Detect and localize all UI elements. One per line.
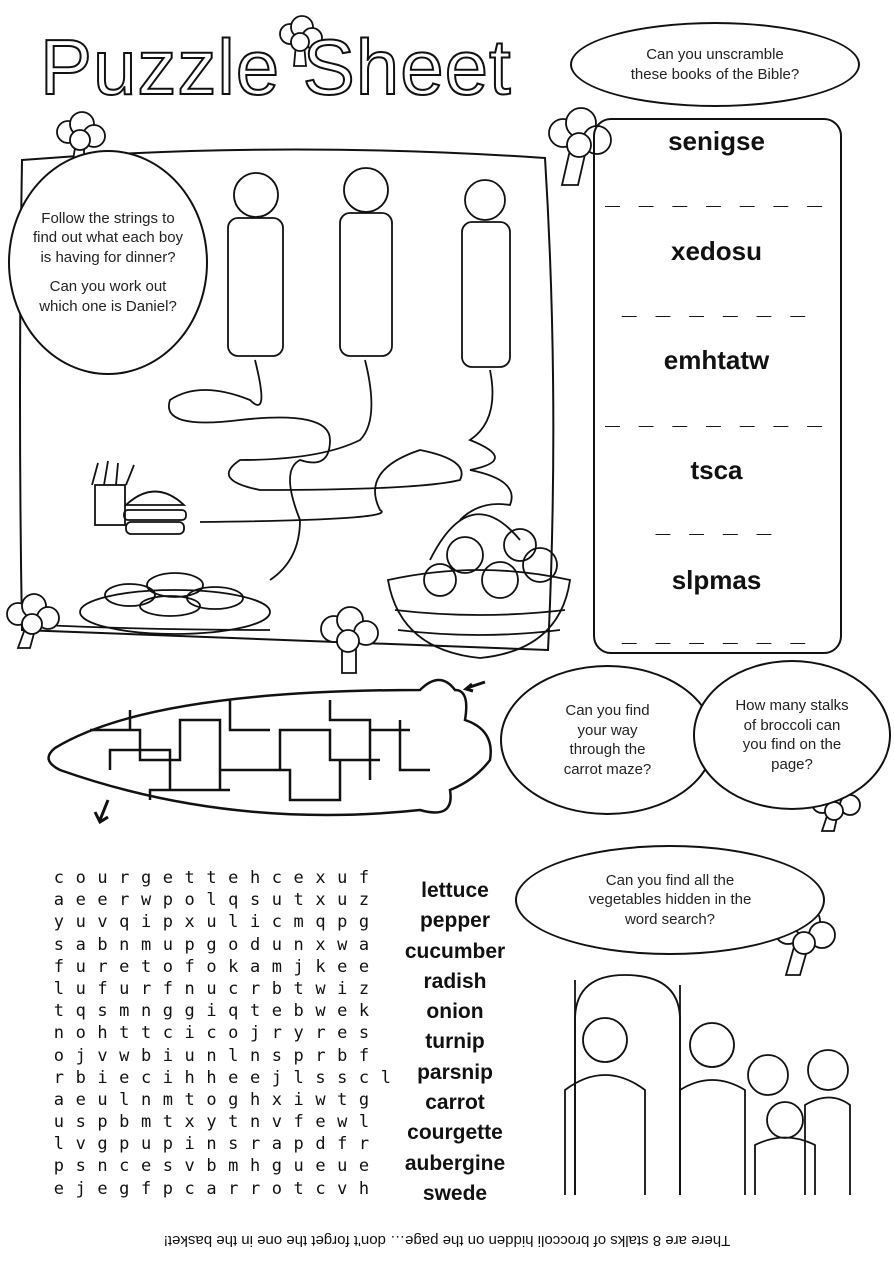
grid-letter[interactable]: b [119,1112,130,1133]
grid-letter[interactable]: y [206,1112,217,1133]
grid-letter[interactable]: s [358,1023,370,1044]
grid-letter[interactable]: k [358,1001,370,1022]
grid-letter[interactable]: u [206,978,217,999]
grid-row [48,935,397,957]
grid-letter[interactable]: r [249,1178,261,1199]
grid-letter[interactable]: e [53,1178,65,1199]
grid-letter[interactable]: u [271,890,282,911]
scrambled-word: tsca [690,455,743,485]
page-title: Puzzle Sheet [40,23,512,111]
grid-letter[interactable]: w [315,1089,326,1110]
grid-letter[interactable]: u [293,1156,304,1177]
grid-letter[interactable]: n [140,1089,152,1110]
grid-letter[interactable]: e [293,868,304,888]
grid-letter[interactable]: a [75,934,86,955]
grid-letter[interactable]: i [184,1134,195,1155]
grid-letter[interactable]: f [97,978,108,999]
grid-letter[interactable]: g [97,1134,108,1155]
grid-row [48,957,397,979]
grid-letter[interactable]: e [162,868,173,888]
maze-start-arrow-icon [466,682,485,691]
grid-letter[interactable]: u [97,1089,108,1110]
fruit-basket-icon [388,514,570,658]
grid-letter[interactable]: p [97,1112,108,1133]
grid-letter[interactable]: u [75,978,86,999]
grid-letter[interactable]: s [315,1067,326,1088]
grid-letter[interactable]: y [293,1023,304,1044]
grid-letter[interactable]: c [53,868,65,888]
grid-letter[interactable]: s [337,1067,348,1088]
answer-blank[interactable]: _ _ _ _ _ _ [622,290,811,320]
cloud-unscramble [570,22,860,107]
grid-letter[interactable]: v [184,1156,195,1177]
grid-letter[interactable]: e [228,1067,239,1088]
grid-letter[interactable]: g [358,912,370,933]
word-item: pepper [419,909,490,933]
word-item: carrot [425,1091,485,1115]
cookie-plate-icon [80,573,270,634]
grid-letter[interactable]: f [184,956,195,977]
grid-letter[interactable]: q [228,890,239,911]
grid-letter[interactable]: u [75,912,86,933]
grid-letter[interactable]: v [337,1178,348,1199]
grid-letter[interactable]: s [162,1156,173,1177]
grid-letter[interactable]: p [293,1134,304,1155]
grid-letter[interactable]: j [75,1045,86,1066]
cloud-broccoli [693,660,891,810]
grid-letter[interactable]: l [228,1045,239,1066]
grid-letter[interactable]: i [293,1089,304,1110]
grid-letter[interactable]: f [140,1178,152,1199]
grid-letter[interactable]: o [206,956,217,977]
word-search-grid[interactable] [48,868,397,1201]
grid-letter[interactable]: g [162,1001,173,1022]
cloud-text: How many stalks of broccoli can you find on the page? [735,697,849,773]
answer-blank[interactable]: _ _ _ _ _ _ _ [605,180,828,210]
daniel-scene-illustration [565,975,850,1195]
grid-letter[interactable]: t [184,868,195,888]
grid-row [48,1134,397,1156]
grid-letter[interactable]: g [184,1001,195,1022]
grid-letter[interactable]: t [228,1112,239,1133]
grid-letter[interactable]: r [358,1134,370,1155]
word-item: turnip [425,1030,485,1054]
maze-end-arrow-icon [95,800,108,822]
grid-letter[interactable]: a [249,956,261,977]
grid-letter[interactable]: h [358,1178,370,1199]
word-item: swede [422,1181,488,1205]
grid-letter[interactable]: e [119,956,130,977]
grid-letter[interactable]: f [53,956,65,977]
grid-letter[interactable]: p [162,890,173,911]
grid-letter[interactable]: m [140,1112,152,1133]
grid-letter[interactable]: t [206,868,217,888]
grid-row [48,1001,397,1023]
grid-letter[interactable]: l [119,1089,130,1110]
grid-letter[interactable]: p [337,912,348,933]
grid-letter[interactable]: b [140,1045,152,1066]
cloud-maze [500,665,715,815]
grid-letter[interactable]: p [162,912,173,933]
grid-letter[interactable]: s [249,890,261,911]
grid-letter[interactable]: t [337,1089,348,1110]
grid-letter[interactable]: y [53,912,65,933]
grid-letter[interactable]: j [249,1023,261,1044]
grid-letter[interactable]: t [293,890,304,911]
grid-letter[interactable]: u [337,868,348,888]
grid-letter[interactable]: c [271,868,282,888]
grid-letter[interactable]: c [358,1067,370,1088]
grid-letter[interactable]: w [337,934,348,955]
cloud-text: Follow the strings to find out what each boy is having for dinner? [32,209,184,266]
grid-letter[interactable]: g [206,934,217,955]
grid-letter[interactable]: o [53,1045,65,1066]
grid-letter[interactable]: n [249,1112,261,1133]
grid-letter[interactable]: f [358,1045,370,1066]
grid-letter[interactable]: h [97,1023,108,1044]
grid-letter[interactable]: i [140,912,152,933]
grid-letter[interactable]: j [293,956,304,977]
grid-letter[interactable]: h [184,1067,195,1088]
grid-letter[interactable]: q [119,912,130,933]
grid-letter[interactable]: e [249,1067,261,1088]
grid-letter[interactable]: t [293,978,304,999]
grid-letter[interactable]: s [75,1156,86,1177]
grid-letter[interactable]: u [75,956,86,977]
grid-letter[interactable]: n [119,934,130,955]
grid-row [48,890,397,912]
grid-letter[interactable]: t [119,1023,130,1044]
grid-letter[interactable]: x [184,1112,195,1133]
carrot-maze[interactable] [49,680,491,815]
scrambled-word: emhtatw [663,345,770,375]
grid-letter[interactable]: g [271,1156,282,1177]
grid-letter[interactable]: c [206,1023,217,1044]
grid-letter[interactable]: u [271,934,282,955]
grid-row [48,912,397,934]
grid-row [48,1023,397,1045]
grid-letter[interactable]: r [228,1178,239,1199]
grid-letter[interactable]: e [271,1001,282,1022]
grid-letter[interactable]: e [97,1178,108,1199]
grid-letter[interactable]: f [293,1112,304,1133]
grid-letter[interactable]: e [337,1023,348,1044]
grid-letter[interactable]: i [184,1023,195,1044]
word-list [395,876,515,1209]
grid-letter[interactable]: i [162,1045,173,1066]
grid-letter[interactable]: m [228,1156,239,1177]
grid-letter[interactable]: p [119,1134,130,1155]
grid-letter[interactable]: h [206,1067,217,1088]
grid-letter[interactable]: u [119,978,130,999]
grid-letter[interactable]: r [140,978,152,999]
grid-letter[interactable]: a [358,934,370,955]
word-item: onion [426,1000,484,1024]
grid-letter[interactable]: m [140,934,152,955]
grid-letter[interactable]: c [162,1023,173,1044]
grid-letter[interactable]: v [97,912,108,933]
upside-down-hint: There are 8 stalks of broccoli hidden on the page… don't forget the one in the basket! [163,1232,731,1249]
grid-letter[interactable]: b [206,1156,217,1177]
grid-letter[interactable]: m [162,1089,173,1110]
grid-letter[interactable]: j [271,1067,282,1088]
word-item: cucumber [404,939,506,963]
grid-letter[interactable]: q [315,912,326,933]
grid-letter[interactable]: b [97,934,108,955]
word-item: radish [423,969,487,993]
grid-letter[interactable]: i [206,1001,217,1022]
grid-letter[interactable]: w [119,1045,130,1066]
scrambled-word: senigse [668,126,765,156]
grid-letter[interactable]: c [119,1156,130,1177]
grid-row [48,1112,397,1134]
grid-row [48,868,397,890]
grid-letter[interactable]: h [249,1156,261,1177]
grid-letter[interactable]: e [315,1156,326,1177]
word-item: parsnip [417,1060,493,1084]
grid-letter[interactable]: c [140,1067,152,1088]
grid-letter[interactable]: g [228,1089,239,1110]
grid-letter[interactable]: e [358,956,370,977]
grid-letter[interactable]: t [293,1178,304,1199]
grid-letter[interactable]: v [271,1112,282,1133]
grid-letter[interactable]: n [206,1045,217,1066]
grid-letter[interactable]: r [315,1045,326,1066]
tangled-strings [40,360,512,630]
grid-letter[interactable]: l [228,912,239,933]
grid-letter[interactable]: s [53,934,65,955]
grid-letter[interactable]: n [206,1134,217,1155]
grid-letter[interactable]: w [337,1112,348,1133]
grid-letter[interactable]: t [140,1023,152,1044]
grid-letter[interactable]: e [337,956,348,977]
grid-letter[interactable]: x [271,1089,282,1110]
grid-letter[interactable]: s [271,1045,282,1066]
cloud-text: Can you unscramble these books of the Bible? [630,46,800,83]
grid-letter[interactable]: e [228,868,239,888]
grid-letter[interactable]: m [119,1001,130,1022]
grid-letter[interactable]: c [228,978,239,999]
grid-letter[interactable]: w [315,1001,326,1022]
grid-letter[interactable]: l [293,1067,304,1088]
grid-letter[interactable]: c [271,912,282,933]
grid-letter[interactable]: u [206,912,217,933]
grid-letter[interactable]: u [140,1134,152,1155]
grid-letter[interactable]: u [162,934,173,955]
grid-letter[interactable]: e [75,1089,86,1110]
grid-letter[interactable]: v [97,1045,108,1066]
grid-letter[interactable]: g [119,1178,130,1199]
grid-letter[interactable]: r [249,978,261,999]
grid-letter[interactable]: n [97,1156,108,1177]
grid-letter[interactable]: p [53,1156,65,1177]
grid-letter[interactable]: s [75,1112,86,1133]
grid-letter[interactable]: i [162,1067,173,1088]
grid-letter[interactable]: d [249,934,261,955]
broccoli-icon[interactable] [4,592,66,657]
word-item: aubergine [404,1151,506,1175]
grid-letter[interactable]: t [53,1001,65,1022]
grid-letter[interactable]: b [337,1045,348,1066]
grid-letter[interactable]: w [140,890,152,911]
grid-letter[interactable]: r [53,1067,65,1088]
grid-letter[interactable]: a [53,890,65,911]
grid-letter[interactable]: f [358,868,370,888]
grid-letter[interactable]: u [337,890,348,911]
grid-letter[interactable]: p [184,934,195,955]
grid-letter[interactable]: t [162,1112,173,1133]
grid-letter[interactable]: t [249,1001,261,1022]
boy-figures [228,168,510,367]
grid-letter[interactable]: p [162,1178,173,1199]
grid-row [48,1046,397,1068]
grid-letter[interactable]: r [271,1023,282,1044]
grid-letter[interactable]: n [184,978,195,999]
grid-letter[interactable]: a [53,1089,65,1110]
grid-letter[interactable]: b [293,1001,304,1022]
grid-letter[interactable]: r [249,1134,261,1155]
grid-letter[interactable]: e [97,890,108,911]
grid-letter[interactable]: k [228,956,239,977]
grid-letter[interactable]: q [228,1001,239,1022]
grid-row [48,1156,397,1178]
grid-letter[interactable]: x [315,890,326,911]
grid-letter[interactable]: i [249,912,261,933]
grid-letter[interactable]: e [140,1156,152,1177]
burger-and-fries-icon [92,461,186,534]
grid-letter[interactable]: t [184,1089,195,1110]
grid-letter[interactable]: f [337,1134,348,1155]
answer-blank[interactable]: _ _ _ _ _ _ _ [605,400,828,430]
grid-letter[interactable]: q [75,1001,86,1022]
grid-letter[interactable]: g [358,1089,370,1110]
grid-letter[interactable]: s [97,1001,108,1022]
grid-letter[interactable]: n [293,934,304,955]
grid-letter[interactable]: o [271,1178,282,1199]
grid-letter[interactable]: a [271,1134,282,1155]
grid-letter[interactable]: j [75,1178,86,1199]
grid-letter[interactable]: n [53,1023,65,1044]
grid-letter[interactable]: w [315,978,326,999]
word-item: lettuce [421,879,489,902]
grid-letter[interactable]: c [315,1178,326,1199]
grid-letter[interactable]: l [358,1112,370,1133]
grid-letter[interactable]: b [75,1067,86,1088]
grid-letter[interactable]: r [119,868,130,888]
grid-letter[interactable]: c [184,1178,195,1199]
answer-blank[interactable]: _ _ _ _ _ _ [622,617,811,647]
grid-letter[interactable]: v [75,1134,86,1155]
grid-letter[interactable]: e [358,1156,370,1177]
grid-letter[interactable]: r [315,1023,326,1044]
grid-letter[interactable]: u [184,1045,195,1066]
broccoli-icon[interactable] [318,605,380,682]
grid-letter[interactable]: e [315,1112,326,1133]
grid-letter[interactable]: f [162,978,173,999]
grid-letter[interactable]: z [358,890,370,911]
grid-letter[interactable]: l [53,1134,65,1155]
scrambled-word: xedosu [670,236,763,266]
grid-letter[interactable]: o [162,956,173,977]
grid-letter[interactable]: d [315,1134,326,1155]
cloud-text: Can you find all the vegetables hidden in the word search? [588,871,752,928]
cloud-text: Can you find your way through the carrot maze? [563,702,652,778]
grid-letter[interactable]: h [249,1089,261,1110]
grid-letter[interactable]: o [75,868,86,888]
grid-letter[interactable]: e [337,1001,348,1022]
grid-letter[interactable]: x [184,912,195,933]
grid-letter[interactable]: o [184,890,195,911]
grid-letter[interactable]: o [75,1023,86,1044]
grid-row [48,1068,397,1090]
grid-letter[interactable]: l [53,978,65,999]
cloud-text: Can you work out which one is Daniel? [39,278,177,315]
grid-row [48,1179,397,1201]
grid-letter[interactable]: i [337,978,348,999]
cloud-wordsearch [515,845,825,955]
grid-letter[interactable]: o [228,934,239,955]
grid-letter[interactable]: m [271,956,282,977]
grid-letter[interactable]: o [206,1089,217,1110]
grid-letter[interactable]: t [140,956,152,977]
grid-letter[interactable]: k [315,956,326,977]
grid-letter[interactable]: l [206,890,217,911]
word-item: courgette [407,1121,503,1145]
grid-letter[interactable]: x [315,934,326,955]
grid-letter[interactable]: m [293,912,304,933]
grid-letter[interactable]: b [271,978,282,999]
grid-letter[interactable]: l [380,1067,391,1088]
grid-letter[interactable]: n [249,1045,261,1066]
grid-letter[interactable]: u [97,868,108,888]
grid-letter[interactable]: p [293,1045,304,1066]
grid-letter[interactable]: r [97,956,108,977]
grid-letter[interactable]: e [119,1067,130,1088]
scrambled-word: slpmas [671,565,762,595]
grid-row [48,1090,397,1112]
grid-letter[interactable]: g [140,868,152,888]
grid-letter[interactable]: a [206,1178,217,1199]
grid-row [48,979,397,1001]
grid-letter[interactable]: s [228,1134,239,1155]
grid-letter[interactable]: e [75,890,86,911]
answer-blank[interactable]: _ _ _ _ [655,508,778,538]
grid-letter[interactable]: u [337,1156,348,1177]
grid-letter[interactable]: o [228,1023,239,1044]
grid-letter[interactable]: x [315,868,326,888]
cloud-strings [8,150,208,375]
grid-letter[interactable]: r [119,890,130,911]
grid-letter[interactable]: h [249,868,261,888]
grid-letter[interactable]: p [162,1134,173,1155]
grid-letter[interactable]: n [140,1001,152,1022]
grid-letter[interactable]: z [358,978,370,999]
grid-letter[interactable]: i [97,1067,108,1088]
grid-letter[interactable]: u [53,1112,65,1133]
